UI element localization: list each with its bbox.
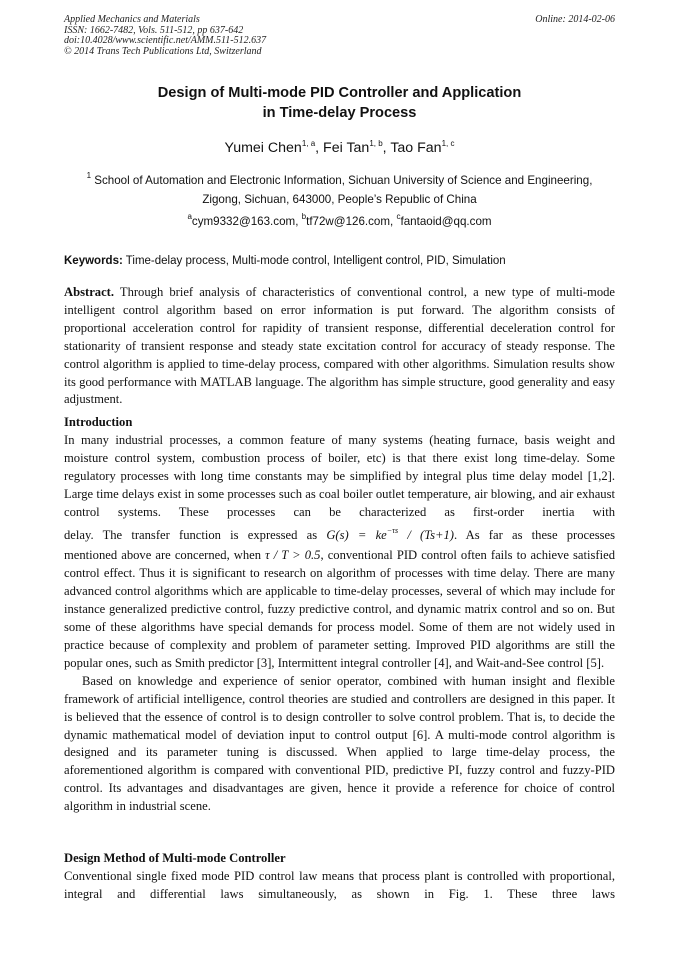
- intro-paragraph-1c: [64, 547, 615, 672]
- intro-paragraph-2: Based on knowledge and experience of senior operator, combined with human insight and flexible framework of artificial intelligence, control theories are studied and controllers are designed in this paper. It is believed that the essence of control is to design controller to solve control problem. That is, to decide the dynamic mathematical model of deviation input to control output [6]. A multi-mode control algorithm is designed and its parameter tuning is discussed. When applied to large time-delay process, the aforementioned algorithm is compared with conventional PID, predictive PI, fuzzy control and fuzzy-PID control. Its advantages and disadvantages are given, hence it provide a reference for choice of control algorithm in industrial scene.: [64, 673, 615, 814]
- keywords-label: Keywords:: [64, 255, 123, 267]
- author-affiliation-mark: 1, b: [369, 139, 383, 148]
- intro-text: mentioned above are concerned, when: [64, 548, 262, 563]
- intro-text: delay. The transfer function is expressed as: [64, 528, 318, 543]
- author-affiliation-mark: 1, a: [301, 139, 316, 148]
- affiliation: [64, 172, 615, 209]
- intro-paragraph-1b: [64, 521, 615, 549]
- online-date: Online: 2014-02-06: [535, 14, 615, 25]
- email-mark: a: [187, 212, 192, 221]
- author-affiliation-mark: 1, c: [441, 139, 455, 148]
- paper-title: [64, 83, 615, 123]
- intro-text: , conventional PID control often fails to achieve satisfied control effect. Thus it is significant to research on algorithm of processes with time delay. There are many advanced control algorithms which are applicable to time-delay processes, several of which may include for instance generalized predictive control, fuzzy predictive control, and dynamic matrix control and so on. But some of these algorithms have special demands for process model. Some of them are not widely used in practice because of complexity and problem of parameter setting. Improved PID algorithms are still the popular ones, such as Smith predictor [3], Intermittent integral controller [4], and Wait-and-See control [5].: [64, 548, 616, 670]
- intro-text: . As far as these processes: [453, 528, 615, 543]
- abstract-text: Through brief analysis of characteristics of conventional control, a new type of multi-mode intelligent control algorithm based on error information is put forward. The algorithm consists of proportional acceleration control for rapidity of transient response, differential deceleration control for stationarity of transient response and steady state excitation control for accuracy of steady response. The control algorithm is applied to time-delay process, compared with other algorithms. Simulation results show its good performance with MATLAB language. The algorithm has simple structure, good generality and easy adjustment.: [64, 285, 615, 407]
- abstract: [64, 284, 615, 409]
- email-address[interactable]: tf72w@126.com: [306, 215, 391, 228]
- design-heading: Design Method of Multi-mode Controller: [64, 851, 286, 865]
- title-line-1: Design of Multi-mode PID Controller and Application: [157, 85, 522, 101]
- title-line-2: in Time-delay Process: [262, 105, 417, 121]
- journal-copyright: © 2014 Trans Tech Publications Ltd, Switzerland: [64, 45, 262, 57]
- email-address[interactable]: fantaoid@qq.com: [400, 215, 492, 228]
- affiliation-line-1: School of Automation and Electronic Information, Sichuan University of Science and Engineering,: [94, 174, 593, 187]
- keywords-text: Time-delay process, Multi-mode control, Intelligent control, PID, Simulation: [125, 255, 506, 267]
- email-mark: c: [396, 212, 401, 221]
- intro-paragraph-1a: In many industrial processes, a common feature of many systems (heating furnace, basis weight and moisture control system, combustion process of boiler, etc) is that there exist long time-delay. Some regulatory processes with long time constants may be simplified by integral plus time delay model [1,2]. Large time delays exist in some processes such as coal boiler outlet temperature, air blowing, and air exhaust control systems. These processes can be characterized as first-order inertia with: [64, 432, 615, 519]
- author-name: Tao Fan: [390, 140, 442, 156]
- transfer-function-formula: $G(s) = ke^{-\tau s} / (Ts+1)$: [326, 526, 454, 543]
- journal-header: [64, 15, 615, 57]
- journal-issn: ISSN: 1662-7482, Vols. 511-512, pp 637-642: [64, 24, 244, 36]
- introduction-heading: Introduction: [64, 415, 133, 429]
- affiliation-mark: 1: [86, 171, 92, 180]
- author-name: Fei Tan: [323, 140, 370, 156]
- author-list: Yumei Chen$^{1, a}$, Fei Tan$^{1, b}$, Tao Fan$^{1, c}$: [224, 139, 455, 156]
- ratio-condition-formula: τ / T > 0.5: [265, 548, 321, 563]
- design-section: [64, 850, 615, 904]
- affiliation-line-2: Zigong, Sichuan, 643000, People’s Republic of China: [202, 192, 477, 206]
- abstract-label: Abstract.: [64, 285, 115, 299]
- introduction-section: [64, 414, 615, 816]
- keywords: [64, 253, 615, 269]
- email-mark: b: [301, 212, 307, 221]
- journal-doi: doi:10.4028/www.scientific.net/AMM.511-512.637: [64, 35, 267, 46]
- email-list: $^a$cym9332@163.com, $^b$tf72w@126.com, $^c$fantaoid@qq.com: [187, 212, 492, 228]
- author-name: Yumei Chen: [224, 140, 302, 156]
- email-address[interactable]: cym9332@163.com: [191, 215, 296, 228]
- journal-name: Applied Mechanics and Materials: [64, 14, 200, 25]
- design-paragraph-1: Conventional single fixed mode PID control law means that process plant is controlled with proportional, integral and differential laws simultaneously, as shown in Fig. 1. These three laws: [64, 868, 615, 901]
